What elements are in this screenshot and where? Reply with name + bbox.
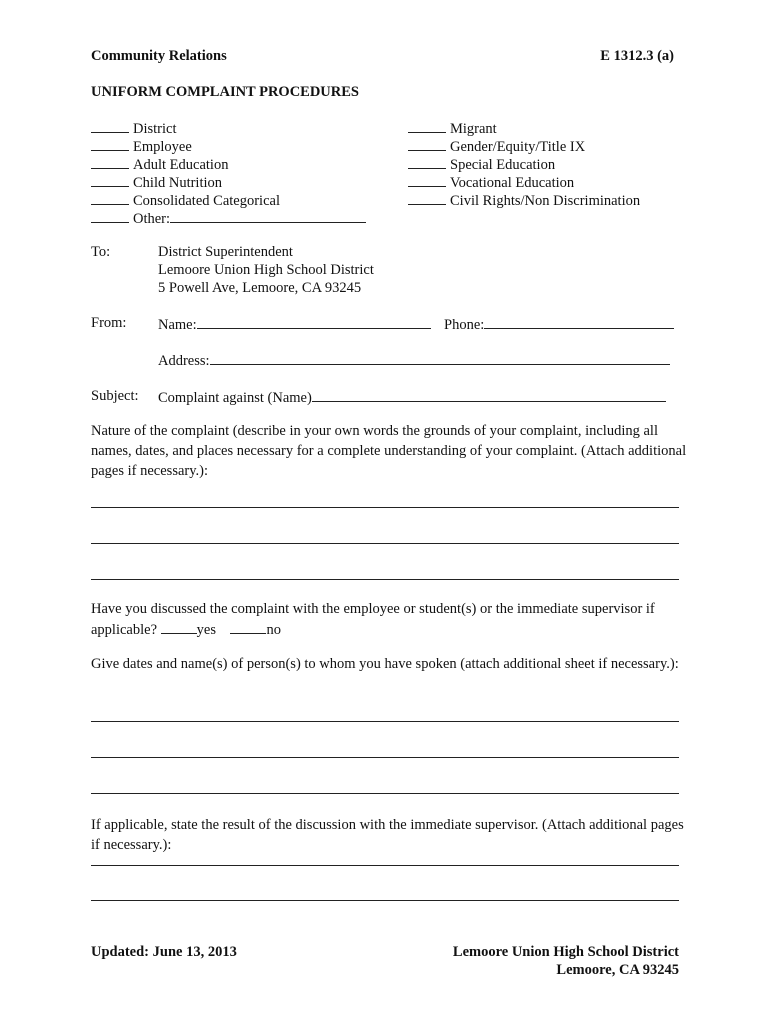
to-label: To: bbox=[91, 244, 111, 260]
category-consolidated-categorical[interactable] bbox=[91, 191, 280, 210]
category-label: Employee bbox=[133, 139, 192, 155]
checkbox-blank[interactable] bbox=[91, 119, 129, 133]
form-code: E 1312.3 (a) bbox=[600, 48, 674, 64]
category-special-education[interactable] bbox=[408, 155, 555, 174]
checkbox-blank[interactable] bbox=[91, 209, 129, 223]
checkbox-blank[interactable] bbox=[408, 137, 446, 151]
name-label: Name: bbox=[158, 317, 197, 333]
subject-label: Subject: bbox=[91, 388, 139, 404]
to-line-3: 5 Powell Ave, Lemoore, CA 93245 bbox=[158, 280, 362, 296]
category-label: Child Nutrition bbox=[133, 175, 223, 191]
category-label: Consolidated Categorical bbox=[133, 193, 280, 209]
subject-text: Complaint against (Name) bbox=[158, 390, 312, 406]
address-field[interactable] bbox=[158, 351, 670, 370]
header-left: Community Relations bbox=[91, 48, 227, 64]
category-civil-rights[interactable] bbox=[408, 191, 640, 210]
checkbox-blank[interactable] bbox=[91, 191, 129, 205]
address-label: Address: bbox=[158, 353, 210, 369]
no-label: no bbox=[266, 622, 281, 638]
dates-answer-line-2[interactable] bbox=[91, 757, 679, 758]
category-label: Adult Education bbox=[133, 157, 229, 173]
category-employee[interactable] bbox=[91, 137, 192, 156]
category-child-nutrition[interactable] bbox=[91, 173, 222, 192]
result-answer-line-1[interactable] bbox=[91, 865, 679, 866]
category-label: Civil Rights/Non Discrimination bbox=[450, 193, 641, 209]
other-field[interactable] bbox=[170, 209, 366, 223]
page-title: UNIFORM COMPLAINT PROCEDURES bbox=[91, 84, 359, 100]
category-adult-education[interactable] bbox=[91, 155, 228, 174]
category-label: Migrant bbox=[450, 121, 497, 137]
result-answer-line-2[interactable] bbox=[91, 900, 679, 901]
nature-answer-line-2[interactable] bbox=[91, 543, 679, 544]
footer-updated: Updated: June 13, 2013 bbox=[91, 944, 237, 960]
subject-input[interactable] bbox=[312, 388, 666, 402]
checkbox-blank[interactable] bbox=[408, 119, 446, 133]
dates-answer-line-3[interactable] bbox=[91, 793, 679, 794]
yes-blank[interactable] bbox=[161, 620, 197, 634]
phone-label: Phone: bbox=[444, 317, 485, 333]
nature-instructions: Nature of the complaint (describe in your own words the grounds of your complaint, including all names, dates, and places necessary for a complete understanding of your complaint. (Attach additional pages if necessary.): bbox=[91, 423, 687, 479]
footer-district: Lemoore Union High School District bbox=[452, 944, 679, 960]
category-other[interactable] bbox=[91, 209, 366, 228]
name-input[interactable] bbox=[197, 315, 431, 329]
from-label: From: bbox=[91, 315, 127, 331]
to-line-1: District Superintendent bbox=[158, 244, 293, 260]
checkbox-blank[interactable] bbox=[91, 173, 129, 187]
discussed-question-line-2: applicable? yes no bbox=[91, 622, 281, 638]
category-migrant[interactable] bbox=[408, 119, 497, 138]
checkbox-blank[interactable] bbox=[408, 173, 446, 187]
category-label: Vocational Education bbox=[450, 175, 575, 191]
checkbox-blank[interactable] bbox=[91, 137, 129, 151]
nature-answer-line-3[interactable] bbox=[91, 579, 679, 580]
discussed-question-line-1: Have you discussed the complaint with the employee or student(s) or the immediate supervisor if bbox=[91, 601, 655, 617]
result-instructions: If applicable, state the result of the discussion with the immediate supervisor. (Attach additional pages if necessary.): bbox=[91, 817, 684, 853]
category-district[interactable] bbox=[91, 119, 177, 138]
checkbox-blank[interactable] bbox=[91, 155, 129, 169]
checkbox-blank[interactable] bbox=[408, 155, 446, 169]
dates-answer-line-1[interactable] bbox=[91, 721, 679, 722]
no-blank[interactable] bbox=[230, 620, 266, 634]
category-gender-equity[interactable] bbox=[408, 137, 585, 156]
to-line-2: Lemoore Union High School District bbox=[158, 262, 374, 278]
footer-city: Lemoore, CA 93245 bbox=[556, 962, 679, 978]
phone-input[interactable] bbox=[484, 315, 674, 329]
category-label: Other: bbox=[133, 211, 171, 227]
checkbox-blank[interactable] bbox=[408, 191, 446, 205]
dates-instructions: Give dates and name(s) of person(s) to whom you have spoken (attach additional sheet if necessary.): bbox=[91, 656, 679, 672]
phone-field[interactable] bbox=[444, 315, 674, 334]
category-vocational-education[interactable] bbox=[408, 173, 574, 192]
yes-label: yes bbox=[196, 622, 216, 638]
category-label: Gender/Equity/Title IX bbox=[450, 139, 586, 155]
name-field[interactable] bbox=[158, 315, 431, 334]
subject-field[interactable] bbox=[158, 388, 666, 407]
address-input[interactable] bbox=[210, 351, 670, 365]
category-label: District bbox=[133, 121, 177, 137]
nature-answer-line-1[interactable] bbox=[91, 507, 679, 508]
category-label: Special Education bbox=[450, 157, 556, 173]
